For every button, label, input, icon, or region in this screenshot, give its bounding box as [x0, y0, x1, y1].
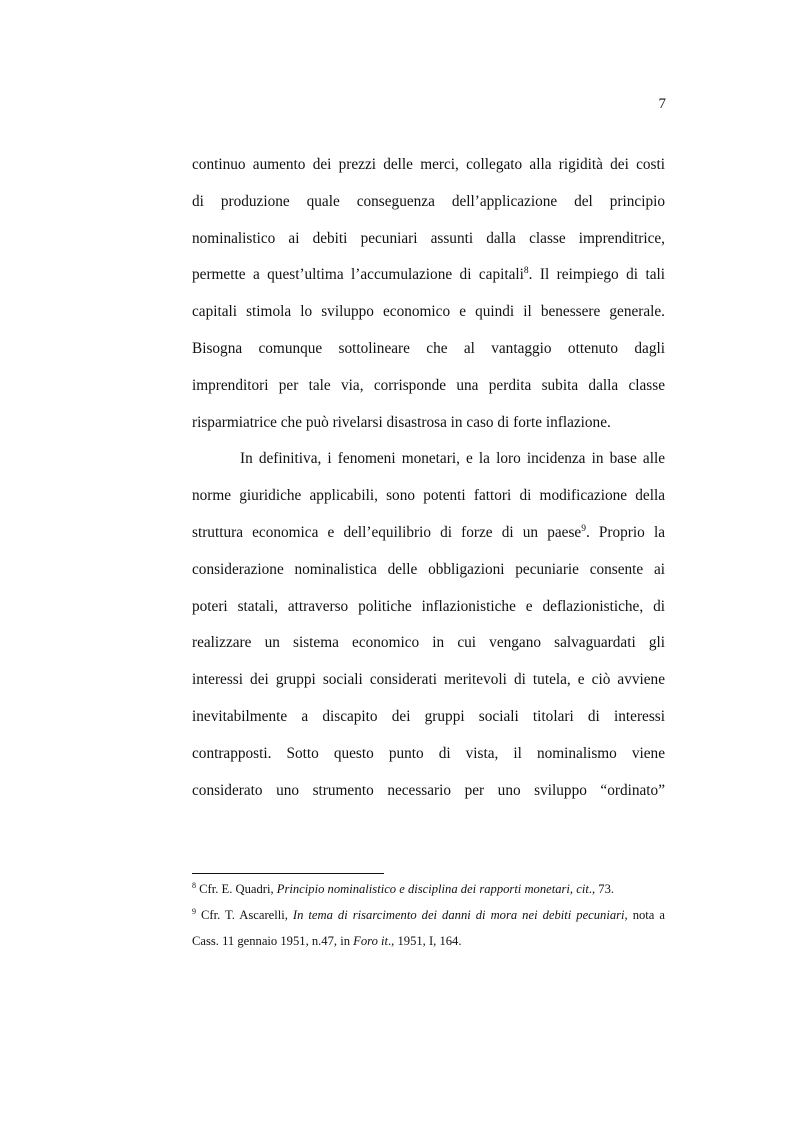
footnote-citation: ., 1951, I, 164. [388, 934, 462, 948]
text-line: contrapposti. Sotto questo punto di vista, il nominalismo viene [192, 744, 665, 762]
page-number: 7 [658, 96, 666, 112]
text-line: nominalistico ai debiti pecuniari assunti dalla classe imprenditrice, [192, 229, 665, 247]
footnote-author: Cfr. T. Ascarelli, [196, 908, 293, 922]
footnote-mark: 9 [192, 907, 196, 916]
footnote-9-continued [192, 928, 665, 954]
footnote-separator [192, 873, 384, 874]
footnote-title: In tema di risarcimento dei danni di mora nei debiti pecuniari [292, 908, 625, 922]
footnote-citation: Cass. 11 gennaio 1951, n.47, in [192, 934, 354, 948]
footnote-journal: Foro it [353, 934, 389, 948]
paragraph-first-line: In definitiva, i fenomeni monetari, e la loro incidenza in base alle [240, 450, 665, 468]
footnote-8 [192, 876, 665, 902]
footnote-author: Cfr. E. Quadri, [196, 882, 277, 896]
footnote-9 [192, 902, 665, 928]
body-text [192, 147, 665, 809]
footnote-citation: ., 73. [588, 882, 615, 896]
text-line: imprenditori per tale via, corrisponde una perdita subita dalla classe [192, 376, 665, 394]
text-line: continuo aumento dei prezzi delle merci, collegato alla rigidità dei costi [192, 156, 665, 173]
text-fragment: permette a quest’ultima l’accumulazione di capitali [192, 266, 524, 284]
text-line: di produzione quale conseguenza dell’applicazione del principio [192, 192, 665, 210]
text-line: realizzare un sistema economico in cui vengano salvaguardati gli [192, 634, 665, 652]
text-line: capitali stimola lo sviluppo economico e quindi il benessere generale. [192, 303, 665, 321]
text-line [192, 257, 665, 294]
text-line: interessi dei gruppi sociali considerati meritevoli di tutela, e ciò avviene [192, 671, 665, 689]
text-line: considerato uno strumento necessario per uno sviluppo “ordinato” [192, 781, 665, 799]
text-line: poteri statali, attraverso politiche inflazionistiche e deflazionistiche, di [192, 597, 665, 615]
footnotes [192, 876, 665, 954]
text-fragment: . Il reimpiego di tali [528, 266, 665, 284]
text-line [192, 515, 665, 552]
text-line: norme giuridiche applicabili, sono potenti fattori di modificazione della [192, 487, 665, 505]
footnote-reference-8[interactable]: 8 [523, 266, 529, 277]
text-line: Bisogna comunque sottolineare che al vantaggio ottenuto dagli [192, 339, 665, 357]
footnote-mark: 8 [192, 881, 196, 890]
footnote-citation: , nota a [624, 908, 666, 922]
text-line: risparmiatrice che può rivelarsi disastrosa in caso di forte inflazione. [192, 413, 611, 431]
text-fragment: . Proprio la [585, 523, 665, 541]
footnote-title: Principio nominalistico e disciplina dei rapporti monetari, cit [276, 882, 589, 896]
text-fragment: struttura economica e dell’equilibrio di forze di un paese [192, 523, 582, 541]
footnote-reference-9[interactable]: 9 [581, 523, 586, 534]
text-line: inevitabilmente a discapito dei gruppi sociali titolari di interessi [192, 707, 665, 725]
text-line: considerazione nominalistica delle obbligazioni pecuniarie consente ai [192, 560, 665, 578]
